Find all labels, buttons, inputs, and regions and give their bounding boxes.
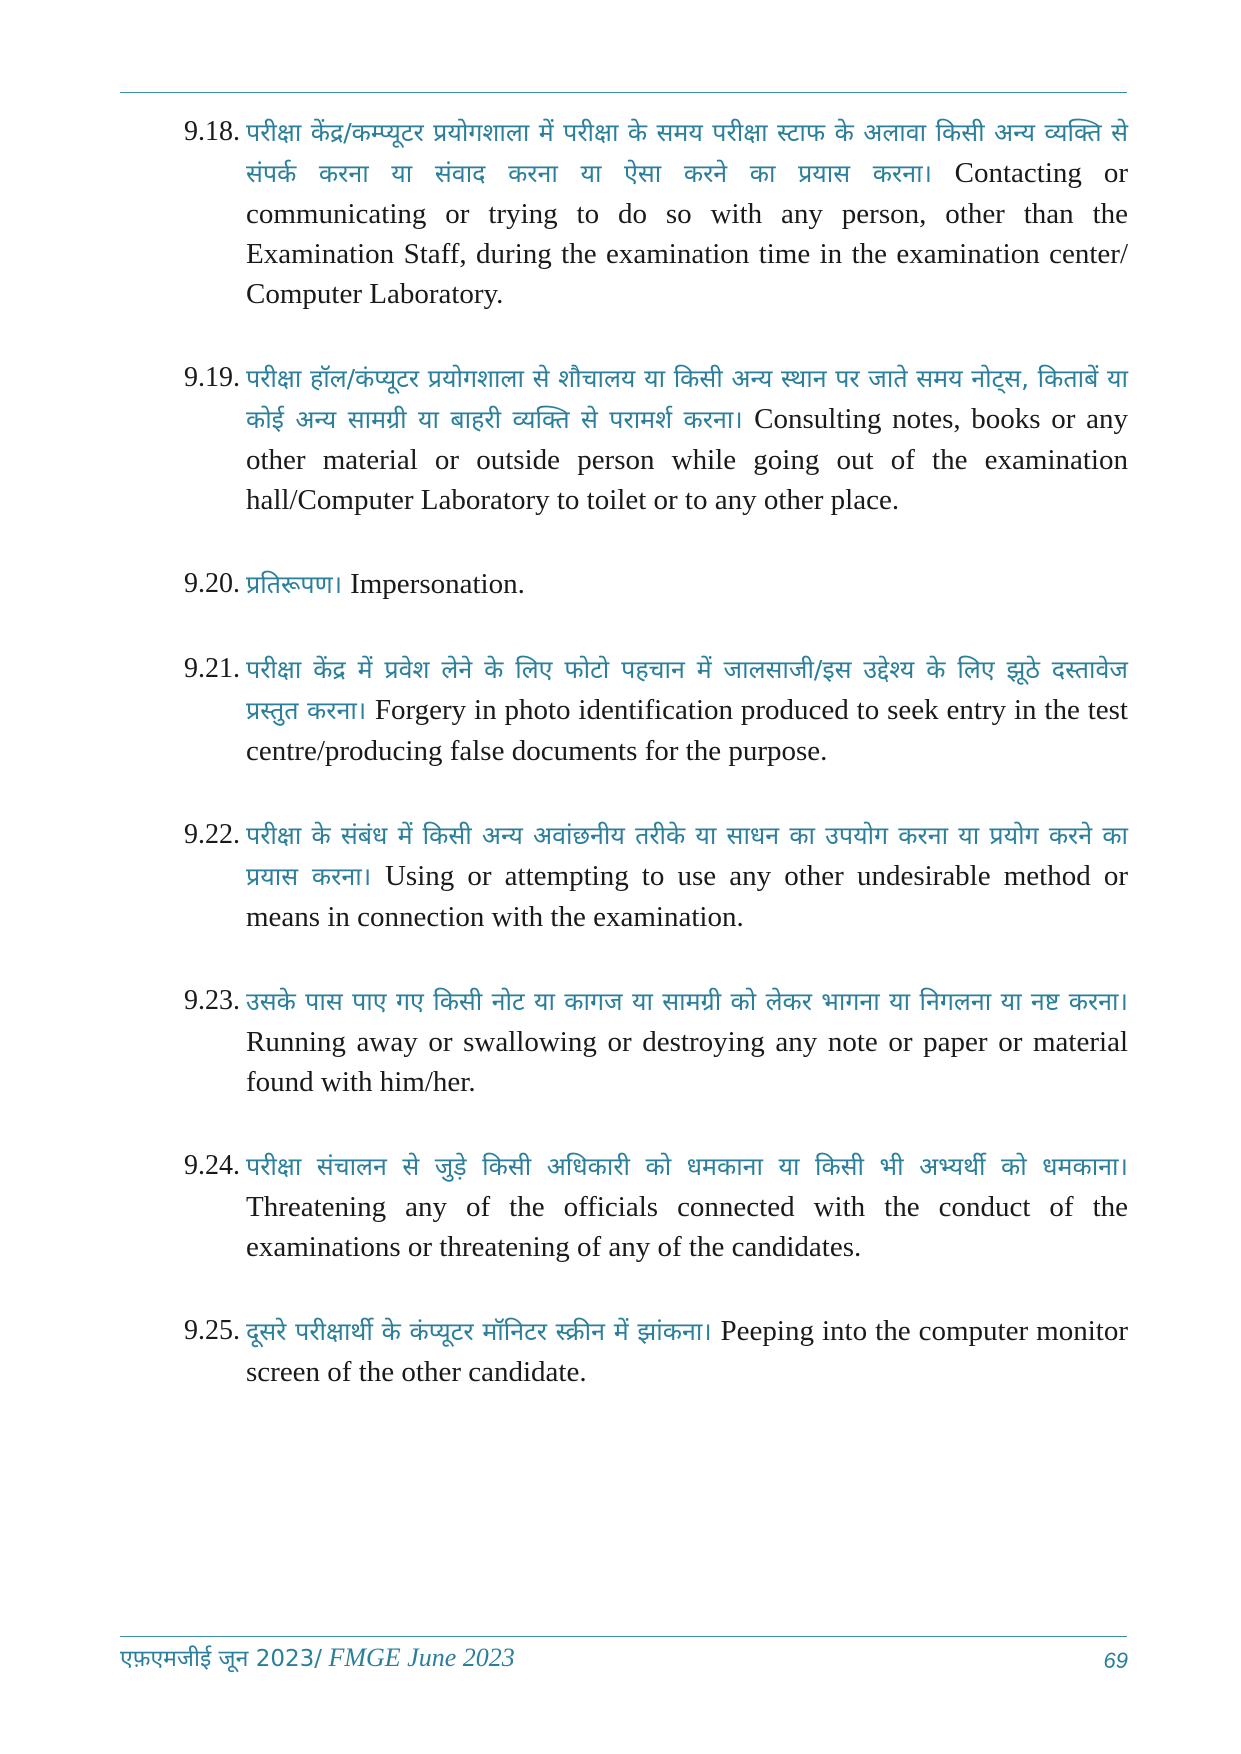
clause-number: 9.21. <box>184 653 240 684</box>
clause-9-25 <box>184 1311 1128 1392</box>
clause-hindi-text: परीक्षा हॉल/कंप्यूटर प्रयोगशाला से शौचालय या किसी अन्य स्थान पर जाते समय नोट्स, किताबें या कोई अन्य सामग्री या बाहरी व्यक्ति से परामर्श करना। <box>246 364 1128 434</box>
clause-english-text: Forgery in photo identification produced to seek entry in the test centre/producing false documents for the purpose. <box>246 694 1128 767</box>
clause-hindi-text: उसके पास पाए गए किसी नोट या कागज या सामग्री को लेकर भागना या निगलना या नष्ट करना। <box>246 987 1128 1016</box>
clause-number: 9.25. <box>184 1315 240 1346</box>
clause-number: 9.24. <box>184 1150 240 1181</box>
clause-9-22 <box>184 815 1128 937</box>
clause-english-text: Using or attempting to use any other undesirable method or means in connection with the examination. <box>246 860 1128 933</box>
clause-hindi-text: परीक्षा के संबंध में किसी अन्य अवांछनीय तरीके या साधन का उपयोग करना या प्रयोग करने का प्रयास करना। <box>246 821 1128 891</box>
clause-english-text: Contacting or communicating or trying to do so with any person, other than the Examination Staff, during the examination time in the examination center/ Computer Laboratory. <box>246 157 1128 310</box>
clause-hindi-text: प्रतिरूपण। <box>246 570 351 599</box>
clause-english-text: Consulting notes, books or any other material or outside person while going out of the examination hall/Computer Laboratory to toilet or to any other place. <box>246 403 1128 516</box>
clause-number: 9.18. <box>184 116 240 147</box>
clause-9-20 <box>184 564 1128 605</box>
clause-number: 9.23. <box>184 985 240 1016</box>
footer-hindi-title: एफ़एमजीई जून 2023/ <box>120 1646 322 1672</box>
footer-english-title: FMGE June 2023 <box>321 1643 515 1672</box>
clause-english-text: Running away or swallowing or destroying any note or paper or material found with him/her. <box>246 1026 1128 1098</box>
footer-rule <box>120 1636 1127 1637</box>
clause-number: 9.19. <box>184 362 240 393</box>
clause-9-23 <box>184 981 1128 1102</box>
clause-hindi-text: परीक्षा केंद्र/कम्प्यूटर प्रयोगशाला में परीक्षा के समय परीक्षा स्टाफ के अलावा किसी अन्य व्यक्ति से संपर्क करना या संवाद करना या ऐसा करने का प्रयास करना। <box>246 118 1128 188</box>
clause-hindi-text: परीक्षा संचालन से जुड़े किसी अधिकारी को धमकाना या किसी भी अभ्यर्थी को धमकाना। <box>246 1152 1128 1181</box>
footer-title <box>120 1641 515 1673</box>
document-body <box>184 112 1128 1436</box>
clause-9-21 <box>184 649 1128 771</box>
clause-hindi-text: परीक्षा केंद्र में प्रवेश लेने के लिए फोटो पहचान में जालसाजी/इस उद्देश्य के लिए झूठे दस्तावेज प्रस्तुत करना। <box>246 655 1128 725</box>
clause-english-text: Impersonation. <box>350 568 525 600</box>
clause-number: 9.22. <box>184 819 240 850</box>
page-number: 69 <box>1103 1648 1128 1673</box>
clause-hindi-text: दूसरे परीक्षार्थी के कंप्यूटर मॉनिटर स्क्रीन में झांकना। <box>246 1317 721 1346</box>
clause-9-24 <box>184 1146 1128 1267</box>
header-rule <box>120 92 1127 93</box>
clause-number: 9.20. <box>184 568 240 599</box>
clause-9-18 <box>184 112 1128 314</box>
clause-english-text: Threatening any of the officials connected with the conduct of the examinations or threatening of any of the candidates. <box>246 1191 1128 1263</box>
clause-english-text: Peeping into the computer monitor screen of the other candidate. <box>246 1315 1128 1388</box>
clause-9-19 <box>184 358 1128 520</box>
